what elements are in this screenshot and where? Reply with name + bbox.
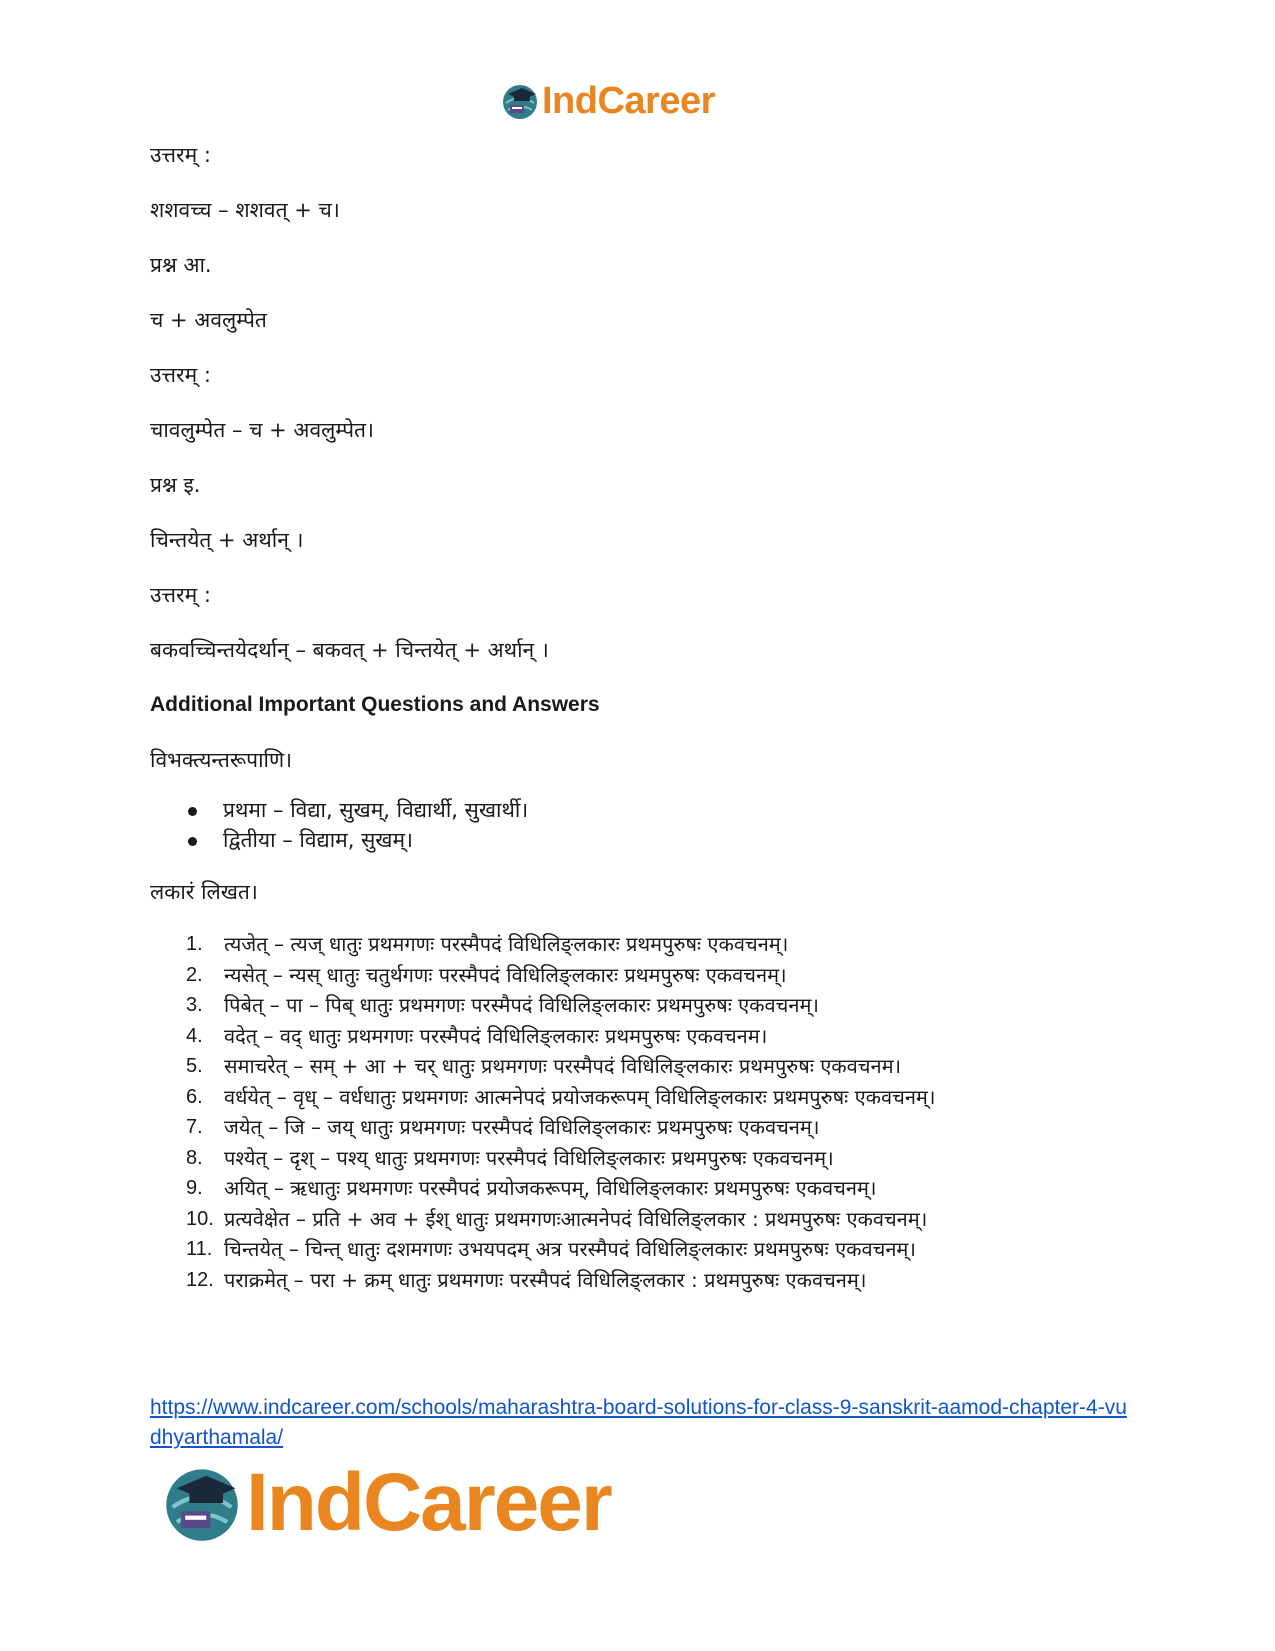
- vibhakti-title: विभक्त्यन्तरूपाणि।: [150, 748, 293, 772]
- list-item: 7. जयेत् – जि – जय् धातुः प्रथमगणः परस्मैपदं विधिलिङ्लकारः प्रथमपुरुषः एकवचनम्।: [186, 1115, 820, 1139]
- list-item: 2. न्यसेत् – न्यस् धातुः चतुर्थगणः परस्मैपदं विधिलिङ्लकारः प्रथमपुरुषः एकवचनम्।: [186, 962, 787, 987]
- graduation-globe-icon: [160, 1461, 244, 1545]
- lakara-list: [150, 929, 1150, 1295]
- vibhakti-list: [150, 795, 1150, 855]
- section-heading: Additional Important Questions and Answers: [150, 693, 600, 716]
- bullet-icon: [188, 837, 197, 846]
- answer-text: बकवच्चिन्तयेदर्थान् – बकवत् + चिन्तयेत् + अर्थान् ।: [150, 638, 549, 662]
- list-item: 11. चिन्तयेत् – चिन्त् धातुः दशमगणः उभयपदम् अत्र परस्मैपदं विधिलिङ्लकारः प्रथमपुरुषः एकवचनम्।: [186, 1237, 916, 1261]
- question-text: च + अवलुम्पेत: [150, 308, 267, 332]
- logo-wordmark: IndCareer: [542, 80, 715, 122]
- bullet-icon: [188, 807, 197, 816]
- question-label: प्रश्न आ.: [150, 253, 212, 277]
- list-item: 6. वर्धयेत् – वृध् – वर्धधातुः प्रथमगणः आत्मनेपदं प्रयोजकरूपम् विधिलिङ्लकारः प्रथमपुरुषः एकवचनम्।: [186, 1084, 936, 1109]
- list-item: 12. पराक्रमेत् – परा + क्रम् धातुः प्रथमगणः परस्मैपदं विधिलिङ्लकार : प्रथमपुरुषः एकवचनम्।: [186, 1267, 867, 1292]
- list-item: 5. समाचरेत् – सम् + आ + चर् धातुः प्रथमगणः परस्मैपदं विधिलिङ्लकारः प्रथमपुरुषः एकवचनम।: [186, 1054, 902, 1078]
- answer-label: उत्तरम् :: [150, 583, 211, 607]
- header-logo[interactable]: [500, 76, 715, 126]
- list-item: 3. पिबेत् – पा – पिब् धातुः प्रथमगणः परस्मैपदं विधिलिङ्लकारः प्रथमपुरुषः एकवचनम्।: [186, 993, 819, 1017]
- main-content: [150, 140, 1150, 1295]
- answer-label: उत्तरम् :: [150, 143, 211, 167]
- list-item: 9. अयित् – ऋधातुः प्रथमगणः परस्मैपदं प्रयोजकरूपम्, विधिलिङ्लकारः प्रथमपुरुषः एकवचनम्।: [186, 1176, 877, 1200]
- footer-logo[interactable]: [160, 1458, 611, 1548]
- list-item: 4. वदेत् – वद् धातुः प्रथमगणः परस्मैपदं विधिलिङ्लकारः प्रथमपुरुषः एकवचनम।: [186, 1023, 768, 1048]
- source-link[interactable]: https://www.indcareer.com/schools/maharashtra-board-solutions-for-class-9-sanskrit-aamod-chapter-4-vudhyarthamala/: [150, 1396, 1127, 1449]
- list-item: प्रथमा – विद्या, सुखम्, विद्यार्थी, सुखार्थी।: [150, 795, 1150, 825]
- question-text: चिन्तयेत् + अर्थान् ।: [150, 528, 304, 552]
- list-item: 1. त्यजेत् – त्यज् धातुः प्रथमगणः परस्मैपदं विधिलिङ्लकारः प्रथमपुरुषः एकवचनम्।: [186, 932, 789, 956]
- graduation-globe-icon: [500, 81, 540, 121]
- question-label: प्रश्न इ.: [150, 473, 201, 497]
- answer-text: चावलुम्पेत – च + अवलुम्पेत।: [150, 418, 374, 442]
- answer-label: उत्तरम् :: [150, 363, 211, 387]
- answer-text: शशवच्च – शशवत् + च।: [150, 198, 340, 222]
- lakara-title: लकारं लिखत।: [150, 880, 258, 904]
- list-item: द्वितीया – विद्याम, सुखम्।: [150, 825, 1150, 855]
- logo-wordmark: IndCareer: [246, 1457, 611, 1548]
- list-item: 10. प्रत्यवेक्षेत – प्रति + अव + ईश् धातुः प्रथमगणःआत्मनेपदं विधिलिङ्लकार : प्रथमपुरुषः एकवचनम्।: [186, 1206, 928, 1231]
- list-item: 8. पश्येत् – दृश् – पश्य् धातुः प्रथमगणः परस्मैपदं विधिलिङ्लकारः प्रथमपुरुषः एकवचनम्।: [186, 1145, 834, 1170]
